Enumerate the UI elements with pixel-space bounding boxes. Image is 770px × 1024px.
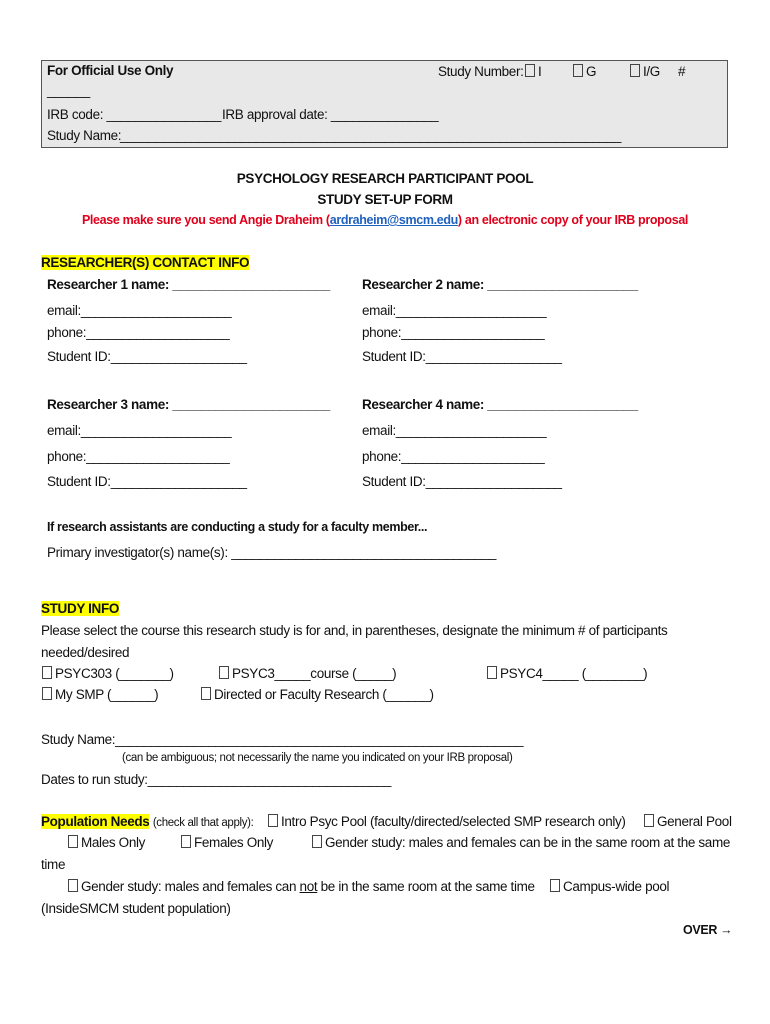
- researcher-1-student-id-field[interactable]: Student ID:___________________: [47, 349, 247, 364]
- check-all-note: (check all that apply):: [152, 817, 254, 829]
- pool-campus-wide[interactable]: Campus-wide pool: [550, 879, 669, 894]
- researcher-2-phone-field[interactable]: phone:____________________: [362, 325, 545, 340]
- checkbox-g[interactable]: [573, 64, 583, 77]
- researcher-4-email-field[interactable]: email:_____________________: [362, 423, 547, 438]
- study-type-g[interactable]: G: [573, 64, 596, 79]
- form-title-2: STUDY SET-UP FORM: [317, 192, 453, 207]
- study-info-heading: STUDY INFO: [41, 601, 120, 616]
- course-psyc4[interactable]: PSYC4_____ (________): [487, 666, 647, 681]
- checkbox-i[interactable]: [525, 64, 535, 77]
- researcher-4-phone-field[interactable]: phone:____________________: [362, 449, 545, 464]
- course-psyc303[interactable]: PSYC303 (_______): [42, 666, 174, 681]
- irb-code-field[interactable]: IRB code: ________________: [47, 107, 222, 122]
- researcher-1-name-field[interactable]: Researcher 1 name: ______________________: [47, 277, 330, 292]
- primary-investigator-field[interactable]: Primary investigator(s) name(s): _____________________________________: [47, 545, 497, 560]
- pool-general[interactable]: General Pool: [644, 814, 732, 829]
- checkbox-directed-research[interactable]: [201, 687, 211, 700]
- checkbox-general-pool[interactable]: [644, 814, 654, 827]
- researcher-4-name-field[interactable]: Researcher 4 name: _____________________: [362, 397, 638, 412]
- not-emphasis: not: [299, 879, 318, 894]
- study-type-i[interactable]: I: [525, 64, 541, 79]
- dates-to-run-field[interactable]: Dates to run study:__________________________________: [41, 772, 392, 787]
- contact-heading: RESEARCHER(S) CONTACT INFO: [41, 255, 250, 270]
- checkbox-psyc303[interactable]: [42, 666, 52, 679]
- pool-gender-same-room[interactable]: Gender study: males and females can be in the same room at the same: [312, 835, 730, 850]
- pool-females-only[interactable]: Females Only: [181, 835, 273, 850]
- contact-email-link[interactable]: ardraheim@smcm.edu: [329, 213, 458, 227]
- researcher-3-phone-field[interactable]: phone:____________________: [47, 449, 230, 464]
- research-assistants-heading: If research assistants are conducting a study for a faculty member...: [47, 520, 428, 534]
- hash-label: #: [678, 64, 686, 79]
- irb-approval-date-field[interactable]: IRB approval date: _______________: [222, 107, 439, 122]
- official-study-name-field[interactable]: ______________________________________________________________________: [120, 128, 622, 143]
- researcher-2-email-field[interactable]: email:_____________________: [362, 303, 547, 318]
- checkbox-ig[interactable]: [630, 64, 640, 77]
- hash-blank[interactable]: ______: [47, 83, 90, 98]
- official-study-name-label: Study Name:: [47, 128, 122, 143]
- checkbox-campus-wide[interactable]: [550, 879, 560, 892]
- checkbox-psyc3[interactable]: [219, 666, 229, 679]
- official-use-title: For Official Use Only: [47, 63, 174, 78]
- gender-same-room-wrap: time: [41, 857, 66, 872]
- study-number-label: Study Number:: [438, 64, 524, 79]
- checkbox-intro-psyc[interactable]: [268, 814, 278, 827]
- study-name-note: (can be ambiguous; not necessarily the name you indicated on your IRB proposal): [122, 752, 513, 764]
- researcher-2-name-field[interactable]: Researcher 2 name: _____________________: [362, 277, 638, 292]
- course-instructions-line-2: needed/desired: [41, 645, 130, 660]
- course-psyc3[interactable]: PSYC3_____course (_____): [219, 666, 396, 681]
- checkbox-males-only[interactable]: [68, 835, 78, 848]
- checkbox-my-smp[interactable]: [42, 687, 52, 700]
- researcher-3-student-id-field[interactable]: Student ID:___________________: [47, 474, 247, 489]
- researcher-2-student-id-field[interactable]: Student ID:___________________: [362, 349, 562, 364]
- form-title-1: PSYCHOLOGY RESEARCH PARTICIPANT POOL: [236, 171, 534, 186]
- course-my-smp[interactable]: My SMP (______): [42, 687, 158, 702]
- population-heading-line: [41, 814, 253, 829]
- irb-notice: Please make sure you send Angie Draheim (ardraheim@smcm.edu) an electronic copy of your IRB proposal: [81, 213, 689, 227]
- researcher-1-phone-field[interactable]: phone:____________________: [47, 325, 230, 340]
- researcher-3-email-field[interactable]: email:_____________________: [47, 423, 232, 438]
- checkbox-psyc4[interactable]: [487, 666, 497, 679]
- researcher-3-name-field[interactable]: Researcher 3 name: ______________________: [47, 397, 330, 412]
- pool-intro-psyc[interactable]: Intro Psyc Pool (faculty/directed/selected SMP research only): [268, 814, 626, 829]
- pool-males-only[interactable]: Males Only: [68, 835, 145, 850]
- population-heading: Population Needs: [41, 814, 150, 829]
- pool-gender-separate-room[interactable]: Gender study: males and females can not be in the same room at the same time: [68, 879, 535, 894]
- over-indicator: OVER →: [683, 923, 733, 937]
- checkbox-gender-separate-room[interactable]: [68, 879, 78, 892]
- study-type-ig[interactable]: I/G: [630, 64, 660, 79]
- course-directed-research[interactable]: Directed or Faculty Research (______): [201, 687, 434, 702]
- course-instructions-line-1: Please select the course this research study is for and, in parentheses, designate the minimum # of participants: [41, 623, 668, 638]
- researcher-4-student-id-field[interactable]: Student ID:___________________: [362, 474, 562, 489]
- checkbox-females-only[interactable]: [181, 835, 191, 848]
- study-name-field[interactable]: Study Name:_________________________________________________________: [41, 732, 524, 747]
- researcher-1-email-field[interactable]: email:_____________________: [47, 303, 232, 318]
- checkbox-gender-same-room[interactable]: [312, 835, 322, 848]
- campus-wide-note: (InsideSMCM student population): [41, 901, 231, 916]
